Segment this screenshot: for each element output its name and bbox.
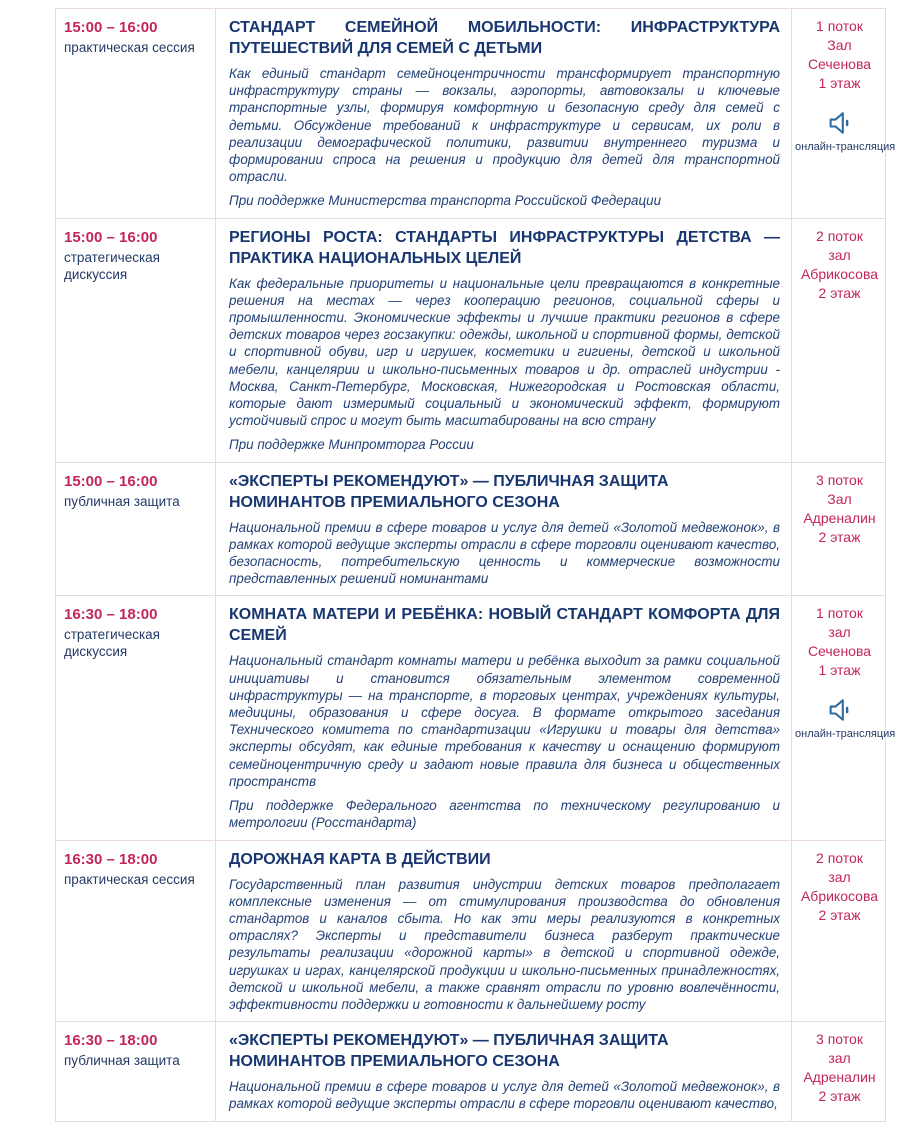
location-line: 2 этаж xyxy=(818,1088,861,1105)
content-cell xyxy=(216,841,792,1022)
session-row xyxy=(56,219,885,463)
location-line: 2 этаж xyxy=(818,528,861,545)
session-support: При поддержке Министерства транспорта Российской Федерации xyxy=(229,193,662,209)
online-broadcast xyxy=(795,695,896,741)
location-line: Зал xyxy=(827,490,852,507)
session-row xyxy=(56,1022,885,1121)
location xyxy=(795,471,884,547)
session-support: При поддержке Минпромторга России xyxy=(229,437,474,453)
session-type: практическая сессия xyxy=(64,40,195,55)
location-line: 2 этаж xyxy=(818,284,861,301)
session-title: «ЭКСПЕРТЫ РЕКОМЕНДУЮТ» — ПУБЛИЧНАЯ ЗАЩИТА НОМИНАНТОВ ПРЕМИАЛЬНОГО СЕЗОНА xyxy=(229,1032,669,1071)
session-time: 15:00 – 16:00 xyxy=(64,472,158,490)
location-line: зал Сеченова xyxy=(807,624,872,660)
location-line: зал xyxy=(828,1050,851,1067)
speaker-icon xyxy=(825,695,855,725)
location-cell xyxy=(792,596,896,839)
session-support: При поддержке Федерального агентства по техническому регулированию и метрологии (Росстандарта) xyxy=(229,798,780,831)
session-description: Национальной премии в сфере товаров и услуг для детей «Золотой медвежонок», в рамках которой ведущие эксперты отрасли в сфере торговли оценивают качество, безопасность, потребительскую ценность и коммерческие возможности представленных решений номинантами xyxy=(229,519,780,587)
location-line: 1 поток xyxy=(816,605,863,622)
session-description: Государственный план развития индустрии детских товаров предполагает комплексные изменения — от стимулирования производства до обновления стандартов и каналов сбыта. Но как эти меры реализуются в конкретных отраслях? Эксперты и представители бизнеса разберут практические результаты реализации «дорожной карты» в детской и спортивной одежде, игрушках и играх, канцелярской продукции и школьно-письменных принадлежностях, детской и школьной мебели, а также сравнят отрасли по уровню вовлечённости, эффективности поддержки и готовности к дальнейшему росту xyxy=(229,876,780,1012)
location-line: 2 этаж xyxy=(818,906,861,923)
location-cell xyxy=(792,841,887,1022)
session-title: КОМНАТА МАТЕРИ И РЕБЁНКА: НОВЫЙ СТАНДАРТ КОМФОРТА ДЛЯ СЕМЕЙ xyxy=(229,606,780,645)
location-line: 1 поток xyxy=(816,18,863,34)
location-line: Адреналин xyxy=(803,509,876,526)
location xyxy=(795,849,884,925)
session-title: ДОРОЖНАЯ КАРТА В ДЕЙСТВИИ xyxy=(229,850,491,868)
location-cell xyxy=(792,1022,887,1120)
location-line: Адреналин xyxy=(803,1069,876,1086)
time-cell xyxy=(56,463,216,596)
location xyxy=(795,604,884,680)
location-line: Зал Сеченова xyxy=(807,37,872,72)
time-cell xyxy=(56,1022,216,1120)
content-cell xyxy=(216,463,792,596)
session-time: 15:00 – 16:00 xyxy=(64,19,158,36)
session-title: «ЭКСПЕРТЫ РЕКОМЕНДУЮТ» — ПУБЛИЧНАЯ ЗАЩИТА НОМИНАНТОВ ПРЕМИАЛЬНОГО СЕЗОНА xyxy=(229,472,669,511)
location-line: 3 поток xyxy=(816,1031,863,1048)
session-type: публичная защита xyxy=(64,1053,180,1069)
location-line: Абрикосова xyxy=(800,887,879,904)
session-description: Национальной премии в сфере товаров и услуг для детей «Золотой медвежонок», в рамках которой ведущие эксперты отрасли в сфере торговли оценивают качество, xyxy=(229,1079,780,1112)
location-line: 1 этаж xyxy=(818,75,861,91)
session-time: 16:30 – 18:00 xyxy=(64,606,158,624)
time-cell xyxy=(56,841,216,1022)
location-cell xyxy=(792,219,887,462)
content-cell xyxy=(216,596,792,839)
speaker-icon xyxy=(825,108,855,138)
location xyxy=(795,17,884,93)
location-cell xyxy=(792,9,896,218)
session-type: практическая сессия xyxy=(64,871,195,887)
session-type: публичная защита xyxy=(64,493,180,509)
session-description: Как единый стандарт семейноцентричности трансформирует транспортную инфраструктуру страны — вокзалы, аэропорты, автовокзалы и ключевые транспортные узлы, формируя комфортную и безопасную среду для семей с детьми. Обсуждение требований к инфраструктуре и сервисам, их роли в реализации демографической политики, развитии внутреннего туризма и формировании спроса на решения и продукцию для детей для транспортной отрасли. xyxy=(229,66,780,185)
content-cell xyxy=(216,219,792,462)
location xyxy=(795,227,884,303)
content-cell xyxy=(216,9,792,218)
online-label: онлайн-трансляция xyxy=(795,728,896,741)
schedule-table xyxy=(55,8,896,1122)
location-line: зал xyxy=(828,868,851,885)
session-description: Как федеральные приоритеты и национальные цели превращаются в конкретные решения на местах — через кооперацию регионов, социальной сферы и промышленности. Экономические эффекты и лучшие практики регионов в сфере детских товаров через госзакупки: одежды, школьной и спортивной формы, детской и спортивной обуви, игр и игрушек, косметики и гигиены, детской и школьной мебели, канцелярии и школьно-письменных товаров и др. отраслей индустрии - Москва, Санкт-Петербург, Московская, Нижегородская и Ростовская области, которые дают измеримый социальный и экономический эффект, формируют устойчивый спрос и могут быть масштабированы на всю страну xyxy=(229,275,780,429)
session-title: РЕГИОНЫ РОСТА: СТАНДАРТЫ ИНФРАСТРУКТУРЫ ДЕТСТВА — ПРАКТИКА НАЦИОНАЛЬНЫХ ЦЕЛЕЙ xyxy=(229,228,780,267)
location-line: 3 поток xyxy=(816,471,863,488)
session-row xyxy=(56,463,885,597)
online-broadcast xyxy=(795,108,896,154)
location-line: 2 поток xyxy=(816,227,863,244)
session-time: 15:00 – 16:00 xyxy=(64,228,158,246)
session-time: 16:30 – 18:00 xyxy=(64,850,158,868)
session-type: стратегическая дискуссия xyxy=(64,627,160,660)
online-label: онлайн-трансляция xyxy=(795,141,896,153)
location xyxy=(795,1030,884,1106)
location-cell xyxy=(792,463,887,596)
time-cell xyxy=(56,9,216,218)
location-line: 1 этаж xyxy=(818,662,861,679)
session-row xyxy=(56,596,896,840)
session-row xyxy=(56,9,896,219)
session-row xyxy=(56,841,885,1023)
location-line: зал xyxy=(828,246,851,263)
time-cell xyxy=(56,219,216,462)
content-cell xyxy=(216,1022,792,1120)
session-time: 16:30 – 18:00 xyxy=(64,1032,158,1050)
session-description: Национальный стандарт комнаты матери и ребёнка выходит за рамки социальной инициативы и становится обязательным элементом современной инфраструктуры — на транспорте, в торговых центрах, учреждениях культуры, медицины, образования и сфере досуга. В формате открытого заседания Технического комитета по стандартизации «Игрушки и товары для детства» эксперты обсудят, как единые требования к качеству и оснащению формируют семейноцентричную среду и задают новые правила для бизнеса и общественных пространств xyxy=(229,653,780,789)
location-line: 2 поток xyxy=(816,849,863,866)
session-title: СТАНДАРТ СЕМЕЙНОЙ МОБИЛЬНОСТИ: ИНФРАСТРУКТУРА ПУТЕШЕСТВИЙ ДЛЯ СЕМЕЙ С ДЕТЬМИ xyxy=(229,19,780,57)
time-cell xyxy=(56,596,216,839)
session-type: стратегическая дискуссия xyxy=(64,249,160,282)
location-line: Абрикосова xyxy=(800,265,879,282)
